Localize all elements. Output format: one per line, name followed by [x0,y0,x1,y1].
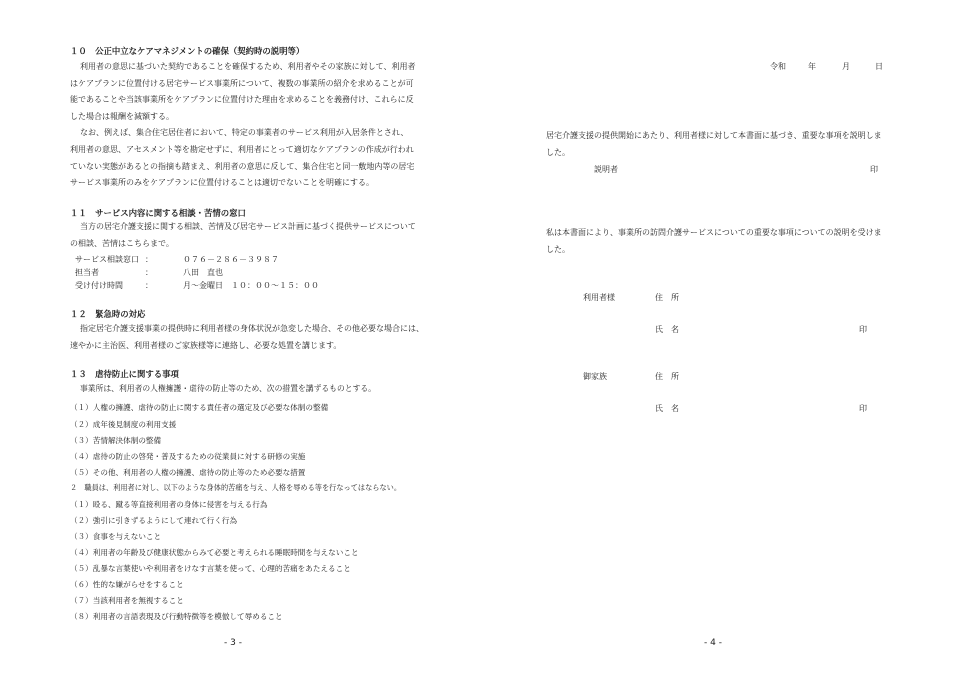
prohibited-item: （６）性的な嫌がらせをすること [70,580,184,589]
section-12-line: 速やかに主治医、利用者様のご家族様等に連絡し、必要な処置を講じます。 [70,340,342,350]
prohibited-item: （３）食事を与えないこと [70,532,162,541]
prohibited-item: （２）強引に引きずるようにして連れて行く行為 [70,516,238,525]
statement-line: 居宅介護支援の提供開始にあたり、利用者様に対して本書面に基づき、重要な事項を説明しま [546,131,882,140]
contact-label: 担当者 [75,268,99,277]
explainer-label: 説明者 [594,165,618,174]
section-10-line: サービス事業所のみをケアプランに位置付けることは適切でないことを明確にする。 [70,178,374,188]
statement-line: した。 [546,244,570,254]
section-10-line: なお、例えば、集合住宅居住者において、特定の事業者のサービス利用が入居条件とされ、 [80,128,409,138]
section-10-body [70,59,416,192]
contact-sep: ： [145,268,153,277]
section-11-heading: １１ サービス内容に関する相談・苦情の窓口 [70,208,246,218]
staff-prohibition-intro: ２ 職員は、利用者に対し、以下のような身体的苦痛を与え、人格を辱める等を行なってはならない。 [70,483,402,492]
section-12-heading: １２ 緊急時の対応 [70,309,146,319]
date-day: 日 [875,62,883,71]
date-month: 月 [842,62,850,71]
page-4 [479,0,958,678]
measure-item: （５）その他、利用者の人権の擁護、虐待の防止等のため必要な措置 [70,468,306,477]
prohibited-item: （１）殴る、蹴る等直接利用者の身体に侵害を与える行為 [70,500,268,509]
user-name-label: 氏 名 [655,325,679,334]
section-11-line: の相談、苦情はこちらまで。 [70,238,174,248]
contact-person: 八田 直也 [183,268,223,277]
contact-sep: ： [145,255,153,264]
date-year: 年 [808,62,816,71]
section-12-body [70,321,424,354]
section-12-line: 指定居宅介護支援事業の提供時に利用者様の身体状況が急変した場合、その他必要な場合には、 [80,324,424,333]
family-seal: 印 [859,404,867,413]
prohibited-item: （７）当該利用者を無視すること [70,596,184,605]
page-number: - 3 - [224,638,242,648]
section-10-line: 利用者の意思、アセスメント等を勘定せずに、利用者にとって適切なケアプランの作成が行われ [70,144,414,154]
section-10-line: 利用者の意思に基づいた契約であることを確保するため、利用者やその家族に対して、利用者 [80,62,416,71]
section-10-line: ていない実態があるとの指摘も踏まえ、利用者の意思に反して、集合住宅と同一敷地内等の居宅 [70,161,415,171]
contact-label: サービス相談窓口 [75,255,139,264]
measure-item: （３）苦情解決体制の整備 [70,436,162,445]
family-name-label: 氏 名 [655,404,679,413]
prohibited-item: （４）利用者の年齢及び健康状態からみて必要と考えられる睡眠時間を与えないこと [70,548,359,557]
prohibited-item: （８）利用者の言語表現及び行動特徴等を模倣して辱めること [70,612,283,621]
statement-line: 私は本書面により、事業所の訪問介護サービスについての重要な事項についての説明を受けま [546,228,882,237]
user-address-label: 住 所 [655,293,679,302]
contact-label: 受け付け時間 [75,281,123,290]
explanation-statement [546,128,882,161]
date-era: 令和 [770,62,786,71]
section-11-body [70,219,416,252]
section-10-line: はケアプランに位置付ける居宅サービス事業所について、複数の事業所の紹介を求めることが可 [70,78,414,88]
contact-phone: ０７６－２８６－３９８７ [183,255,279,264]
page-number: - 4 - [704,638,722,648]
contact-hours: 月～金曜日 １０：００～１５：００ [183,281,319,290]
section-10-heading: １０ 公正中立なケアマネジメントの確保（契約時の説明等） [70,46,305,56]
family-label: 御家族 [583,372,607,381]
section-10-line: した場合は報酬を減額する。 [70,111,174,121]
contact-sep: ： [145,281,153,290]
measure-item: （４）虐待の防止の啓発・普及するための従業員に対する研修の実施 [70,452,306,461]
family-address-label: 住 所 [655,372,679,381]
section-11-line: 当方の居宅介護支援に関する相談、苦情及び居宅サービス計画に基づく提供サービスについて [80,222,416,231]
explainer-seal: 印 [870,165,878,174]
section-13-intro: 事業所は、利用者の人権擁護・虐待の防止等のため、次の措置を講ずるものとする。 [80,384,376,393]
section-13-heading: １３ 虐待防止に関する事項 [70,369,179,379]
prohibited-item: （５）乱暴な言葉使いや利用者をけなす言葉を使って、心理的苦痛をあたえること [70,564,351,573]
measure-item: （２）成年後見制度の利用支援 [70,420,177,429]
measure-item: （１）人権の擁護、虐待の防止に関する責任者の選定及び必要な体制の整備 [70,403,329,412]
receipt-statement [546,225,882,258]
section-10-line: 能であることや当該事業所をケアプランに位置付けた理由を求めることを義務付け、これらに反 [70,95,414,105]
user-seal: 印 [859,325,867,334]
user-label: 利用者様 [583,293,615,302]
statement-line: した。 [546,147,570,157]
